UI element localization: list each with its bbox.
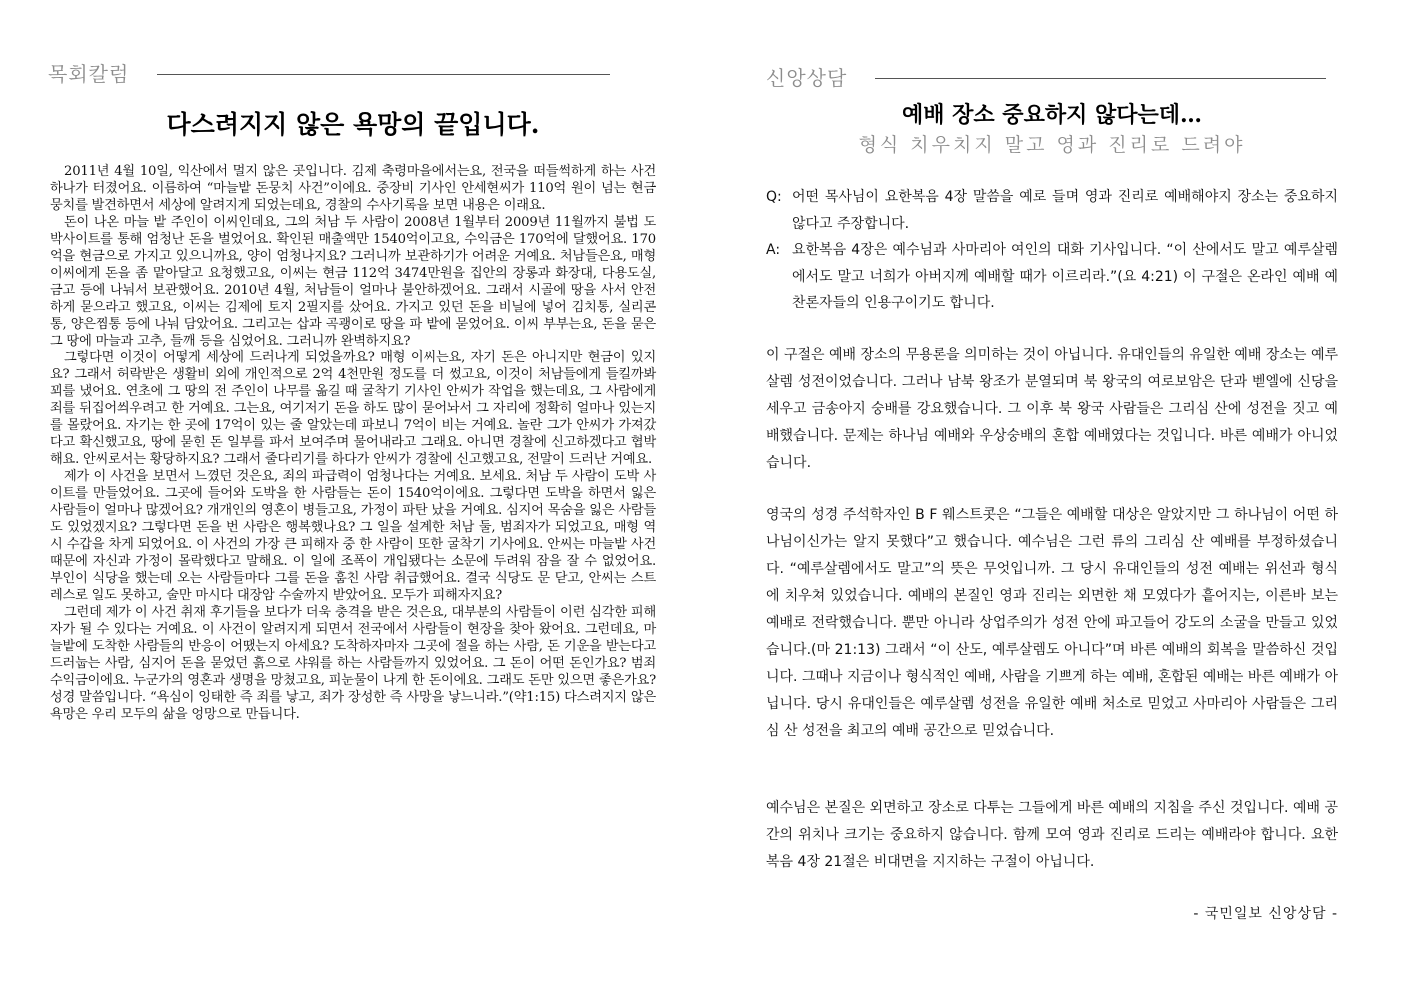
- counsel-title: 예배 장소 중요하지 않다는데…: [901, 102, 1202, 128]
- right-section-header: [766, 62, 1326, 91]
- column-body: [50, 164, 656, 723]
- answer-mark: A:: [766, 242, 781, 258]
- counsel-subtitle: 형식 치우치지 말고 영과 진리로 드려야: [858, 134, 1246, 156]
- column-paragraph-2: 돈이 나온 마늘 밭 주인이 이씨인데요, 그의 처남 두 사람이 2008년 1월부터 2009년 11월까지 불법 도박사이트를 통해 엄청난 돈을 벌었어요. 확인된 매출액만 1540억이고요, 수익금은 170억에 달했어요. 170억을 현금으로 가지고 있으니까요, 양이 엄청나지요? 그러니까 보관하기가 어려운 거예요. 처남들은요, 매형 이씨에게 돈을 좀 맡아달고 요청했고요, 이씨는 현금 112억 3474만원을 집안의 장롱과 화장대, 다용도실, 금고 등에 나눠서 보관했어요. 2010년 4월, 처남들이 얼마나 불안하겠어요. 그래서 시골에 땅을 사서 안전하게 묻으라고 했고요, 이씨는 김제에 토지 2필지를 샀어요. 가지고 있던 돈을 비닐에 넣어 김치통, 실리콘통, 양은찜통 등에 나눠 담았어요. 그리고는 삽과 곡괭이로 땅을 파 밭에 묻었어요. 이씨 부부는요, 돈을 묻은 그 땅에 마늘과 고추, 들깨 등을 심었어요. 그러니까 완벽하지요?: [50, 214, 656, 349]
- column-paragraph-4: 제가 이 사건을 보면서 느꼈던 것은요, 죄의 파급력이 엄청나다는 거예요. 보세요. 처남 두 사람이 도박 사이트를 만들었어요. 그곳에 들어와 도박을 한 사람들는 돈이 1540억이에요. 그렇다면 도박을 하면서 잃은 사람들이 얼마나 많겠어요? 개개인의 영혼이 병들고요, 가정이 파탄 났을 거예요. 심지어 목숨을 잃은 사람들도 있었겠지요? 그렇다면 돈을 번 사람은 행복했나요? 그 일을 설계한 처남 둘, 범죄자가 되었고요, 매형 역시 수갑을 차게 되었어요. 이 사건의 가장 큰 피해자 중 한 사람이 또한 굴착기 기사에요. 안씨는 마늘밭 사건 때문에 자신과 가정이 몰락했다고 말해요. 이 일에 조폭이 개입됐다는 소문에 두려워 잠을 잘 수 없었어요. 부인이 식당을 했는데 오는 사람들마다 그를 돈을 훔친 사람 취급했어요. 결국 식당도 문 닫고, 안씨는 스트레스로 일도 못하고, 술만 마시다 대장암 수술까지 받았어요. 모두가 피해자지요?: [50, 469, 656, 603]
- question-mark: Q:: [766, 189, 782, 205]
- counsel-paragraph-3: 예수님은 본질은 외면하고 장소로 다투는 그들에게 바른 예배의 지침을 주신 것입니다. 예배 공간의 위치나 크기는 중요하지 않습니다. 함께 모여 영과 진리로 드리는 예배라야 합니다. 요한복음 4장 21절은 비대면을 지지하는 구절이 아닙니다.: [766, 800, 1338, 870]
- answer-item: [766, 237, 1338, 317]
- column-title: 다스려지지 않은 욕망의 끝입니다.: [166, 110, 540, 139]
- column-paragraph-3: 그렇다면 이것이 어떻게 세상에 드러나게 되었을까요? 매형 이씨는요, 자기 돈은 아니지만 현금이 있지요? 그래서 허락받은 생활비 외에 개인적으로 2억 4천만원 정도를 더 썼고요, 이것이 처남들에게 들킬까봐 꾀를 냈어요. 연초에 그 땅의 전 주인이 나무를 옮길 때 굴착기 기사인 안씨가 작업을 했는데요, 그 사람에게 죄를 뒤집어씌우려고 한 거예요. 그는요, 여기저기 돈을 하도 많이 묻어놔서 그 자리에 정확히 얼마나 있는지를 몰랐어요. 자기는 한 곳에 17억이 있는 줄 알았는데 파보니 7억이 비는 거예요. 놀란 그가 안씨가 가져갔다고 확신했고요, 땅에 묻힌 돈 일부를 파서 보여주며 물어내라고 그래요. 아니면 경찰에 신고하겠다고 협박해요. 안씨로서는 황당하지요? 그래서 줄다리기를 하다가 안씨가 경찰에 신고했고요, 전말이 드러난 거예요.: [50, 350, 656, 468]
- counsel-paragraph-2: 영국의 성경 주석학자인 B F 웨스트콧은 “그들은 예배할 대상은 알았지만 그 하나님이 어떤 하나님이신가는 알지 못했다”고 했습니다. 예수님은 그런 류의 그리심 산 예배를 부정하셨습니다. “예루살렘에서도 말고”의 뜻은 무엇입니까. 그 당시 유대인들의 성전 예배는 위선과 형식에 치우쳐 있었습니다. 예배의 본질인 영과 진리는 외면한 채 모였다가 흩어지는, 이른바 보는 예배로 전락했습니다. 뿐만 아니라 상업주의가 성전 안에 파고들어 강도의 소굴을 만들고 있었습니다.(마 21:13) 그래서 “이 산도, 예루살렘도 아니다”며 바른 예배의 회복을 말씀하신 것입니다. 그때나 지금이나 형식적인 예배, 사람을 기쁘게 하는 예배, 혼합된 예배는 바른 예배가 아닙니다. 당시 유대인들은 예루살렘 성전을 유일한 예배 처소로 믿었고 사마리아 사람들은 그리심 산 성전을 최고의 예배 공간으로 믿었습니다.: [766, 507, 1338, 739]
- answer-text: 요한복음 4장은 예수님과 사마리아 여인의 대화 기사입니다. “이 산에서도 말고 예루살렘에서도 말고 너희가 아버지께 예배할 때가 이르리라.”(요 4:21) 이 구절은 온라인 예배 예찬론자들의 인용구이기도 합니다.: [792, 242, 1338, 311]
- question-text: 어떤 목사님이 요한복음 4장 말씀을 예로 들며 영과 진리로 예배해야지 장소는 중요하지 않다고 주장합니다.: [792, 189, 1338, 232]
- question-item: [766, 184, 1338, 237]
- question-answer: [766, 184, 1338, 317]
- source-credit: - 국민일보 신앙상담 -: [1193, 906, 1338, 922]
- left-header-rule: [157, 74, 610, 75]
- left-section-label: 목회칼럼: [48, 62, 130, 86]
- column-paragraph-5: 그런데 제가 이 사건 취재 후기들을 보다가 더욱 충격을 받은 것은요, 대부분의 사람들이 이런 심각한 피해자가 될 수 있다는 거예요. 이 사건이 알려지게 되면서 전국에서 사람들이 현장을 찾아 왔어요. 그런데요, 마늘밭에 도착한 사람들의 반응이 어땠는지 아세요? 도착하자마자 그곳에 절을 하는 사람, 돈 기운을 받는다고 드러눕는 사람, 심지어 돈을 묻었던 흙으로 샤워를 하는 사람들까지 있었어요. 그 돈이 어떤 돈인가요? 범죄 수익금이에요. 누군가의 영혼과 생명을 망쳤고요, 피눈물이 나게 한 돈이에요. 그래도 돈만 있으면 좋은가요? 성경 말씀입니다. “욕심이 잉태한 즉 죄를 낳고, 죄가 장성한 즉 사망을 낳느니라.”(약1:15) 다스려지지 않은 욕망은 우리 모두의 삶을 엉망으로 만듭니다.: [50, 604, 656, 722]
- left-section-header: [48, 58, 610, 87]
- right-header-rule: [875, 78, 1326, 79]
- right-section-label: 신앙상담: [766, 66, 848, 90]
- column-paragraph-1: 2011년 4월 10일, 익산에서 멀지 않은 곳입니다. 김제 축령마을에서는요, 전국을 떠들썩하게 하는 사건 하나가 터졌어요. 이름하여 “마늘밭 돈뭉치 사건”이에요. 중장비 기사인 안세현씨가 110억 원이 넘는 현금 뭉치를 발견하면서 세상에 알려지게 되었는데요, 경찰의 수사기록을 보면 내용은 이래요.: [50, 164, 656, 213]
- counsel-paragraph-1: 이 구절은 예배 장소의 무용론을 의미하는 것이 아닙니다. 유대인들의 유일한 예배 장소는 예루살렘 성전이었습니다. 그러나 남북 왕조가 분열되며 북 왕국의 여로보암은 단과 벧엘에 신당을 세우고 금송아지 숭배를 강요했습니다. 그 이후 북 왕국 사람들은 그리심 산에 성전을 짓고 예배했습니다. 문제는 하나님 예배와 우상숭배의 혼합 예배였다는 것입니다. 바른 예배가 아니었습니다.: [766, 347, 1338, 471]
